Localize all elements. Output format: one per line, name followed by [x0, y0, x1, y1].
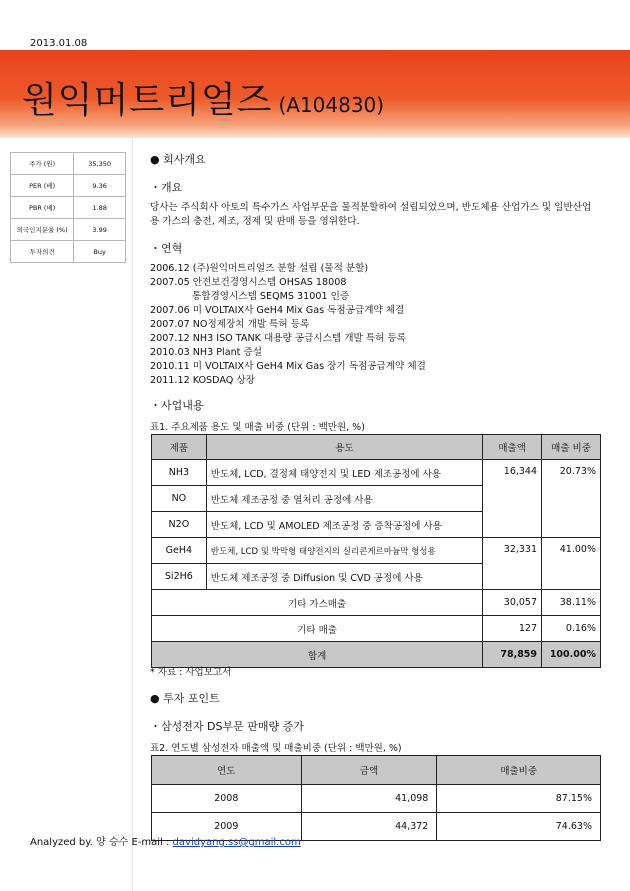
summary-label: PBR (배)	[11, 197, 74, 219]
sales-cell: 127	[483, 616, 542, 642]
summary-value: 1.88	[74, 197, 126, 219]
use-cell: 반도체, LCD 및 AMOLED 제조공정 중 증착공정에 사용	[206, 512, 482, 538]
history-item: 2006.12 (주)원익머트리얼즈 분할 설립 (물적 분할)	[150, 263, 369, 274]
column-header: 제품	[152, 435, 207, 460]
stock-summary-table	[10, 152, 126, 263]
table1-source: * 자료 : 사업보고서	[150, 667, 232, 678]
summary-value: 3.99	[74, 219, 126, 241]
summary-row-per	[11, 175, 126, 197]
table-row	[152, 460, 601, 486]
amount-cell: 44,372	[301, 813, 437, 841]
summary-label: 투자의견	[11, 241, 74, 263]
use-cell: 반도체 제조공정 중 열처리 공정에 사용	[206, 486, 482, 512]
share-cell: 100.00%	[542, 642, 601, 668]
column-divider	[132, 138, 133, 891]
amount-cell: 41,098	[301, 785, 437, 813]
summary-row-foreign	[11, 219, 126, 241]
table-row	[152, 616, 601, 642]
stock-code: (A104830)	[278, 93, 385, 117]
company-summary: 당사는 주식회사 아토의 특수가스 사업부문을 물적분할하여 설립되었으며, 반도체용 산업가스 및 일반산업용 가스의 충전, 제조, 정제 및 판매 등을 영위한다.	[150, 202, 592, 227]
analyst-footer	[30, 833, 301, 848]
title-banner	[0, 50, 630, 138]
sales-cell: 78,859	[483, 642, 542, 668]
history-item: 2007.07 NO정제장치 개발 특허 등록	[150, 319, 310, 330]
product-cell: Si2H6	[152, 564, 207, 590]
share-cell: 87.15%	[437, 785, 601, 813]
history-list	[150, 262, 426, 388]
row-label: 합계	[152, 642, 483, 668]
subheading-samsung: ・삼성전자 DS부문 판매량 증가	[150, 720, 304, 733]
sales-cell: 30,057	[483, 590, 542, 616]
row-label: 기타 매출	[152, 616, 483, 642]
history-item: 통합경영시스템 SEQMS 31001 인증	[192, 291, 350, 302]
table-row	[152, 785, 601, 813]
summary-label: PER (배)	[11, 175, 74, 197]
use-cell: 반도체, LCD 및 박막형 태양전지의 실리콘게르마늄막 형성용	[206, 538, 482, 564]
summary-label: 외국인지분율 (%)	[11, 219, 74, 241]
share-cell: 0.16%	[542, 616, 601, 642]
history-item: 2007.05 안전보건경영시스템 OHSAS 18008	[150, 277, 347, 288]
product-cell: NO	[152, 486, 207, 512]
table-row	[152, 538, 601, 564]
column-header: 용도	[206, 435, 482, 460]
share-cell: 20.73%	[542, 460, 601, 538]
share-cell: 41.00%	[542, 538, 601, 590]
table-header-row	[152, 435, 601, 460]
use-cell: 반도체 제조공정 중 Diffusion 및 CVD 공정에 사용	[206, 564, 482, 590]
product-sales-table	[151, 434, 601, 668]
subheading-business: ・사업내용	[150, 399, 204, 412]
row-label: 기타 가스매출	[152, 590, 483, 616]
subheading-summary: ・개요	[150, 181, 183, 194]
column-header: 매출액	[483, 435, 542, 460]
company-name: 원익머트리얼즈	[22, 80, 273, 121]
analyst-credit: Analyzed by. 양 승수 E-mail :	[30, 837, 173, 848]
share-cell: 38.11%	[542, 590, 601, 616]
column-header: 매출비중	[437, 756, 601, 785]
section-heading-investment: ● 투자 포인트	[150, 692, 220, 705]
subheading-history: ・연혁	[150, 242, 183, 255]
table2-caption: 표2. 연도별 삼성전자 매출액 및 매출비중 (단위 : 백만원, %)	[150, 743, 402, 754]
sales-cell: 32,331	[483, 538, 542, 590]
table1-caption: 표1. 주요제품 용도 및 매출 비중 (단위 : 백만원, %)	[150, 422, 365, 433]
column-header: 금액	[301, 756, 437, 785]
history-item: 2010.11 미 VOLTAIX사 GeH4 Mix Gas 장기 독점공급계약 체결	[150, 361, 426, 372]
summary-value: 9.36	[74, 175, 126, 197]
summary-label: 주가 (원)	[11, 153, 74, 175]
use-cell: 반도체, LCD, 결정체 태양전지 및 LED 제조공정에 사용	[206, 460, 482, 486]
history-item: 2010.03 NH3 Plant 증설	[150, 347, 263, 358]
summary-row-pbr	[11, 197, 126, 219]
summary-row-price	[11, 153, 126, 175]
history-item: 2011.12 KOSDAQ 상장	[150, 375, 255, 386]
email-link[interactable]: davidyang.ss@gmail.com	[172, 837, 301, 848]
history-item: 2007.06 미 VOLTAIX사 GeH4 Mix Gas 독점공급계약 체결	[150, 305, 405, 316]
column-header: 매출 비중	[542, 435, 601, 460]
section-heading-overview: ● 회사개요	[150, 153, 206, 166]
product-cell: NH3	[152, 460, 207, 486]
report-date: 2013.01.08	[30, 38, 88, 49]
year-cell: 2008	[152, 785, 302, 813]
summary-row-opinion	[11, 241, 126, 263]
table-header-row	[152, 756, 601, 785]
sales-cell: 16,344	[483, 460, 542, 538]
table-row	[152, 590, 601, 616]
summary-value: Buy	[74, 241, 126, 263]
company-title	[22, 72, 384, 123]
summary-value: 35,350	[74, 153, 126, 175]
samsung-sales-table	[151, 755, 601, 841]
history-item: 2007.12 NH3 ISO TANK 대용량 공급시스템 개발 특허 등록	[150, 333, 406, 344]
column-header: 연도	[152, 756, 302, 785]
product-cell: N2O	[152, 512, 207, 538]
share-cell: 74.63%	[437, 813, 601, 841]
product-cell: GeH4	[152, 538, 207, 564]
year-cell: 2009	[152, 813, 302, 841]
